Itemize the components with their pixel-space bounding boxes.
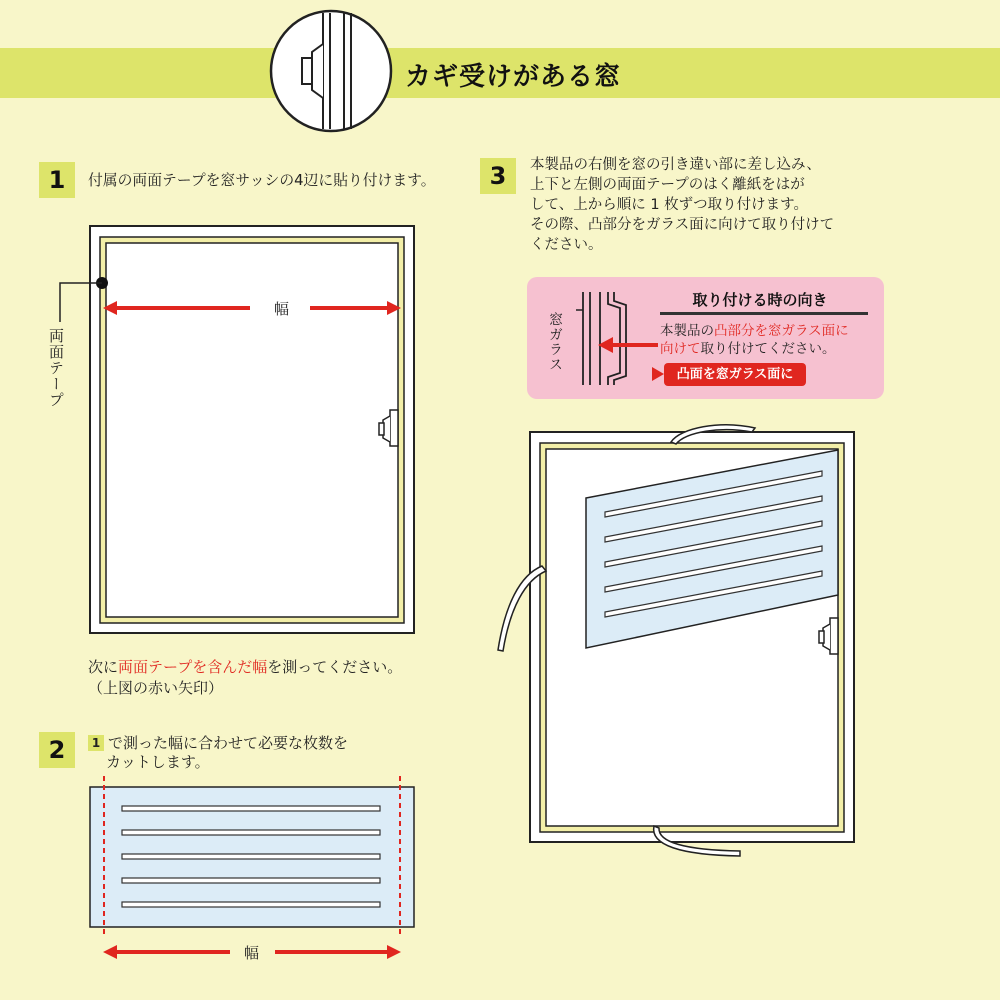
step2-instruction-line2: カットします。 [106, 753, 210, 771]
step1-width-label: 幅 [274, 300, 290, 318]
tape-label: 両面テープ [47, 328, 65, 408]
orientation-desc-prefix: 本製品の [660, 323, 714, 339]
step1-note-prefix: 次に [88, 658, 119, 676]
orientation-title: 取り付ける時の向き [692, 291, 828, 309]
step3-instruction-line4: その際、凸部分をガラス面に向けて取り付けて [530, 217, 835, 233]
orientation-pill-label: 凸面を窓ガラス面に [664, 363, 806, 386]
orientation-desc-highlight2: 向けて [660, 341, 701, 357]
step2-instruction-line1 [88, 734, 348, 753]
step2-panel [90, 776, 414, 938]
orientation-desc-highlight1: 凸部分を窓ガラス面に [714, 323, 849, 339]
step3-instruction-line3: して、上から順に 1 枚ずつ取り付けます。 [530, 197, 808, 213]
step3-number: 3 [480, 158, 516, 194]
glass-label: 窓ガラス [547, 312, 563, 372]
step3-instruction-line1: 本製品の右側を窓の引き違い部に差し込み、 [530, 157, 821, 173]
orientation-desc-suffix: 取り付けてください。 [700, 341, 836, 357]
step1-window-frame [90, 226, 414, 633]
step1-note [88, 658, 402, 677]
step2-ref-badge: 1 [88, 735, 104, 751]
step1-instruction: 付属の両面テープを窓サッシの4辺に貼り付けます。 [88, 172, 436, 189]
step1-note-suffix: を測ってください。 [267, 658, 403, 676]
orientation-desc [660, 322, 849, 358]
step3-instruction-line2: 上下と左側の両面テープのはく離紙をはが [530, 177, 805, 193]
step2-width-label: 幅 [244, 944, 260, 962]
step3-instruction-line5: ください。 [530, 237, 603, 253]
header-title: カギ受けがある窓 [405, 62, 622, 92]
step2-number: 2 [39, 732, 75, 768]
orientation-title-rule [660, 312, 868, 315]
window-latch-icon [271, 11, 391, 131]
step1-note-highlight: 両面テープを含んだ幅 [118, 658, 268, 676]
step1-note-line2: （上図の赤い矢印） [88, 679, 224, 697]
step2-instruction-text1: で測った幅に合わせて必要な枚数を [108, 734, 349, 752]
step1-number: 1 [39, 162, 75, 198]
